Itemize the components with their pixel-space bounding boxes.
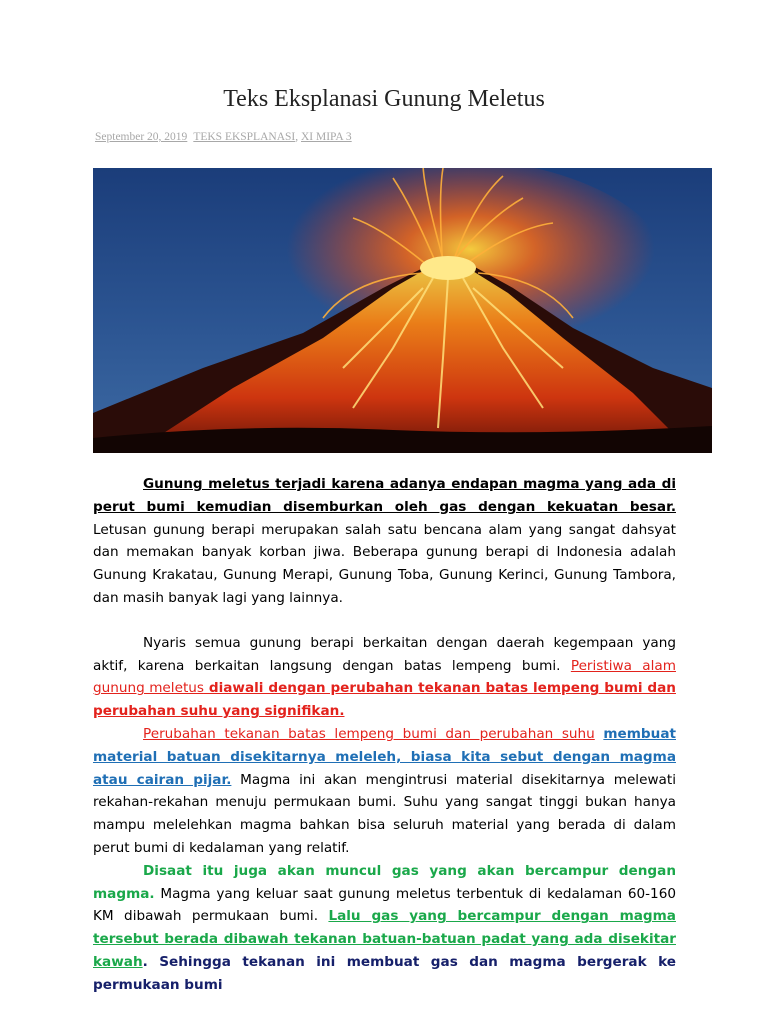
p2-red-bold-underline: diawali dengan perubahan tekanan batas lempeng bumi dan perubahan suhu yang signifikan. (93, 680, 676, 720)
p4-period: . (142, 953, 148, 970)
p1-bold-underline: Gunung meletus terjadi karena adanya endapan magma yang ada di perut bumi kemudian disemburkan oleh gas dengan kekuatan besar. (93, 476, 676, 515)
article-body (93, 473, 676, 997)
paragraph-2 (93, 632, 676, 723)
p4-green-bold: Disaat itu juga akan muncul gas yang akan bercampur dengan magma. (93, 862, 676, 902)
paragraph-spacer (93, 610, 676, 632)
p3-red-underline: Perubahan tekanan batas lempeng bumi dan perubahan suhu (143, 725, 595, 742)
category-link-teks-eksplanasi[interactable]: TEKS EKSPLANASI (193, 131, 296, 143)
p4-green-bold-underline: Lalu gas yang bercampur dengan magma tersebut berada dibawah tekanan batuan-batuan padat yang ada disekitar kawah (93, 908, 676, 970)
category-separator: , (295, 131, 299, 143)
p2-plain: Nyaris semua gunung berapi berkaitan dengan daerah kegempaan yang aktif, karena berkaitan langsung dengan batas lempeng bumi. (93, 634, 676, 674)
p2-red-underline: Peristiwa alam gunung meletus (93, 657, 676, 697)
post-meta (95, 131, 352, 143)
p1-rest: Letusan gunung berapi merupakan salah satu bencana alam yang sangat dahsyat dan memakan banyak korban jiwa. Beberapa gunung berapi di Indonesia adalah Gunung Krakatau, Gunung Merapi, Gunung Toba, Gunung Kerinci, Gunung Tambora, dan masih banyak lagi yang lainnya. (93, 521, 676, 606)
paragraph-1 (93, 473, 676, 610)
category-link-xi-mipa-3[interactable]: XI MIPA 3 (300, 131, 352, 143)
p3-plain: Magma ini akan mengintrusi material disekitarnya melewati rekahan-rekahan menuju permukaan bumi. Suhu yang sangat tinggi bukan hanya mampu melelehkan magma bahkan bisa seluruh material yang berada di dalam perut bumi di kedalaman yang relatif. (93, 771, 676, 856)
paragraph-3 (93, 723, 676, 860)
paragraph-4 (93, 860, 676, 997)
p3-blue-bold-underline: membuat material batuan disekitarnya meleleh, biasa kita sebut dengan magma atau cairan pijar. (93, 725, 676, 788)
volcano-eruption-image (93, 168, 712, 453)
p4-navy-bold: Sehingga tekanan ini membuat gas dan magma bergerak ke permukaan bumi (93, 953, 676, 993)
post-date-link[interactable]: September 20, 2019 (95, 131, 188, 143)
p4-plain: Magma yang keluar saat gunung meletus terbentuk di kedalaman 60-160 KM dibawah permukaan bumi. (93, 885, 676, 925)
document-title: Teks Eksplanasi Gunung Meletus (223, 86, 545, 112)
